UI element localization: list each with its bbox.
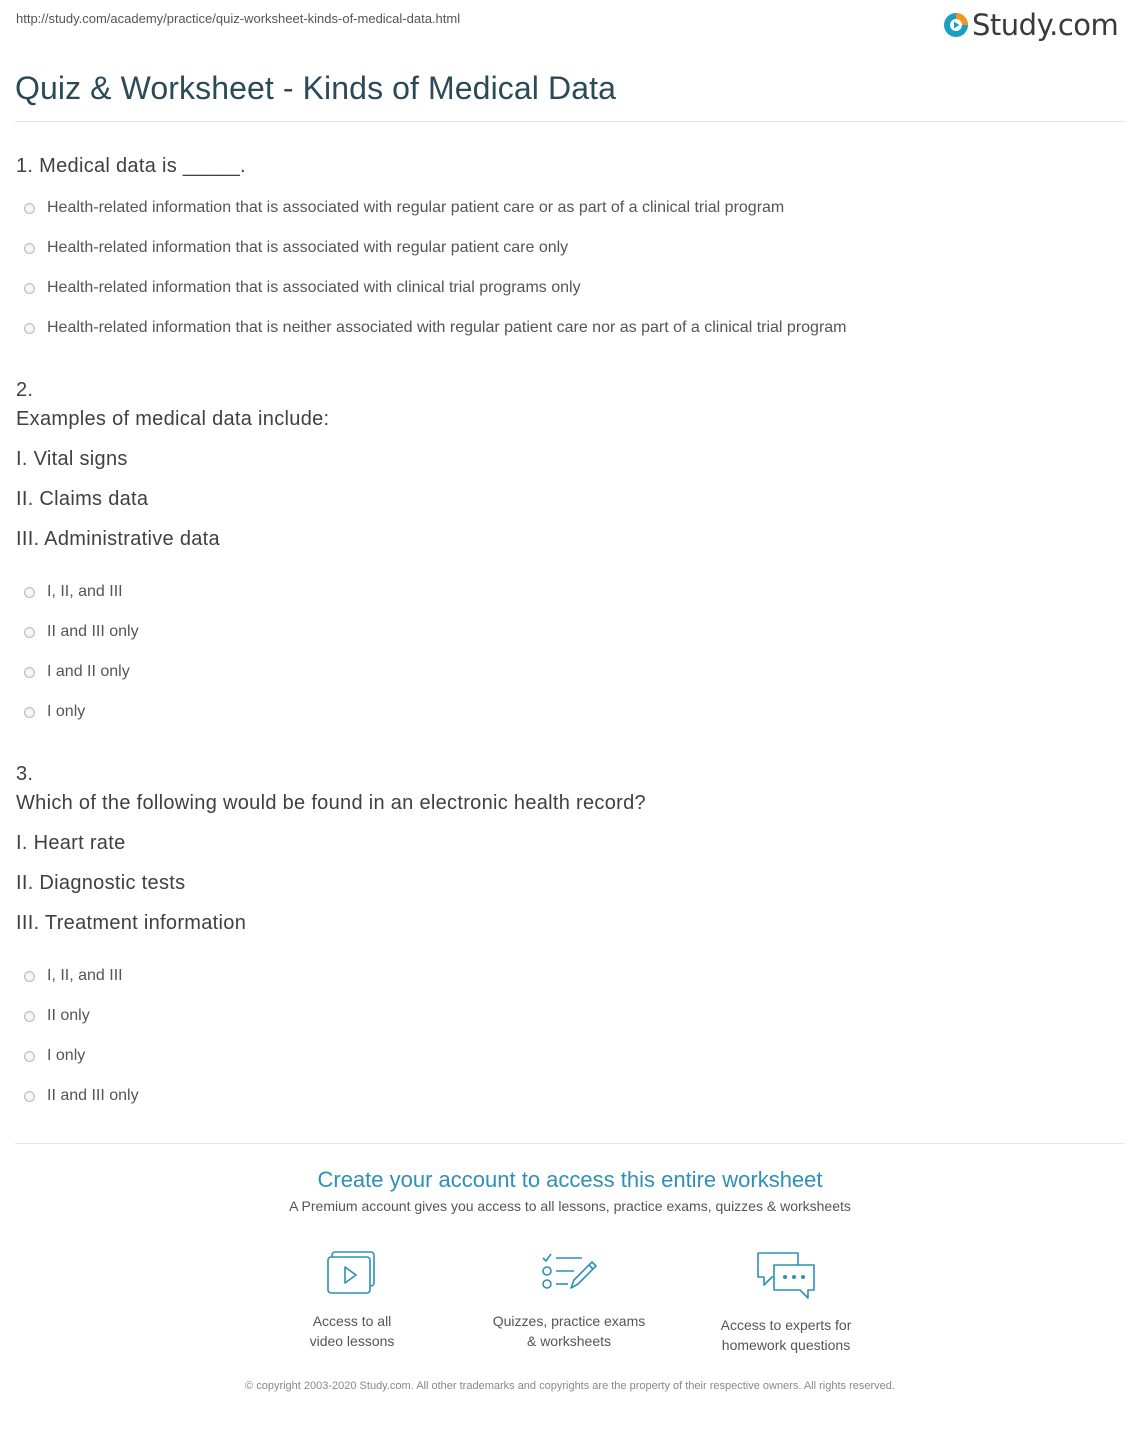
radio-button[interactable] — [24, 1051, 35, 1062]
question-1-option-4[interactable] — [24, 319, 847, 337]
question-2-option-2[interactable] — [24, 623, 139, 641]
radio-button[interactable] — [24, 971, 35, 982]
question-3-option-2[interactable] — [24, 1007, 90, 1025]
question-3-text: Which of the following would be found in an electronic health record? — [16, 792, 646, 814]
question-3-option-1[interactable] — [24, 967, 123, 985]
option-label: II only — [47, 1007, 90, 1024]
option-label: I and II only — [47, 663, 130, 680]
feature-quizzes — [469, 1250, 669, 1351]
radio-button[interactable] — [24, 667, 35, 678]
radio-button[interactable] — [24, 627, 35, 638]
question-1-text: Medical data is _____. — [39, 155, 246, 177]
radio-button[interactable] — [24, 283, 35, 294]
option-label: I, II, and III — [47, 583, 123, 600]
option-label: II and III only — [47, 1087, 139, 1104]
radio-button[interactable] — [24, 203, 35, 214]
option-label: Health-related information that is associated with regular patient care or as part of a clinical trial program — [47, 199, 785, 216]
question-2-statement-2: II. Claims data — [16, 488, 149, 510]
question-1-option-2[interactable] — [24, 239, 568, 257]
question-2-statement-1: I. Vital signs — [16, 448, 128, 470]
radio-button[interactable] — [24, 707, 35, 718]
option-label: I, II, and III — [47, 967, 123, 984]
feature-experts-label: Access to experts for homework questions — [720, 1317, 852, 1353]
question-3-statement-2: II. Diagnostic tests — [16, 872, 186, 894]
question-2-number: 2. — [16, 379, 34, 401]
section-divider — [15, 1143, 1125, 1144]
premium-description: A Premium account gives you access to all lessons, practice exams, quizzes & worksheets — [289, 1198, 851, 1214]
feature-video-lessons — [252, 1250, 452, 1351]
question-3-statement-1: I. Heart rate — [16, 832, 126, 854]
option-label: II and III only — [47, 623, 139, 640]
option-label: Health-related information that is associated with clinical trial programs only — [47, 279, 581, 296]
question-2-option-3[interactable] — [24, 663, 130, 681]
question-1-number: 1. — [16, 155, 34, 177]
radio-button[interactable] — [24, 587, 35, 598]
study-logo[interactable] — [943, 8, 1118, 42]
radio-button[interactable] — [24, 1091, 35, 1102]
question-3-number: 3. — [16, 763, 34, 785]
question-1-option-3[interactable] — [24, 279, 581, 297]
logo-wordmark: Study.com — [972, 8, 1119, 42]
quiz-checklist-icon — [540, 1250, 598, 1296]
question-2-option-4[interactable] — [24, 703, 85, 721]
study-logo-icon — [943, 12, 969, 38]
radio-button[interactable] — [24, 243, 35, 254]
video-lessons-icon — [326, 1250, 378, 1296]
option-label: Health-related information that is associated with regular patient care only — [47, 239, 569, 256]
question-2-statement-3: III. Administrative data — [16, 528, 220, 550]
question-3-option-4[interactable] — [24, 1087, 139, 1105]
create-account-link[interactable]: Create your account to access this entire worksheet — [317, 1167, 823, 1192]
question-2-text: Examples of medical data include: — [16, 408, 330, 430]
option-label: Health-related information that is neither associated with regular patient care nor as part of a clinical trial program — [47, 319, 847, 336]
question-3-option-3[interactable] — [24, 1047, 85, 1065]
header-divider — [15, 121, 1125, 122]
question-3-statement-3: III. Treatment information — [16, 912, 247, 934]
radio-button[interactable] — [24, 323, 35, 334]
feature-quizzes-label: Quizzes, practice exams & worksheets — [492, 1313, 646, 1349]
feature-video-lessons-label: Access to all video lessons — [309, 1313, 395, 1349]
question-1-option-1[interactable] — [24, 199, 784, 217]
radio-button[interactable] — [24, 1011, 35, 1022]
question-1-heading — [16, 155, 246, 178]
chat-bubbles-icon — [754, 1250, 818, 1300]
question-2-option-1[interactable] — [24, 583, 123, 601]
feature-experts — [686, 1250, 886, 1355]
option-label: I only — [47, 1047, 86, 1064]
copyright-notice: © copyright 2003-2020 Study.com. All other trademarks and copyrights are the property of their respective owners. All rights reserved. — [245, 1380, 895, 1392]
page-url: http://study.com/academy/practice/quiz-worksheet-kinds-of-medical-data.html — [16, 11, 461, 26]
page-title: Quiz & Worksheet - Kinds of Medical Data — [15, 70, 616, 106]
option-label: I only — [47, 703, 86, 720]
